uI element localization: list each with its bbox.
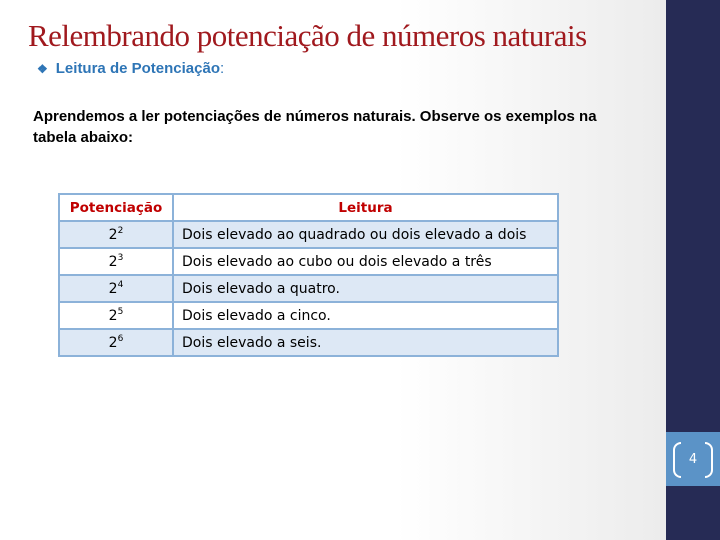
left-bracket-icon — [673, 442, 681, 478]
page-number-box — [666, 432, 720, 486]
table-row — [59, 248, 558, 275]
examples-table — [58, 193, 559, 357]
base: 2 — [108, 335, 118, 351]
exponent: 6 — [117, 334, 124, 344]
reading-cell: Dois elevado a quatro. — [173, 275, 558, 302]
base: 2 — [108, 281, 118, 297]
base: 2 — [108, 308, 118, 324]
subtitle-text: Leitura de Potenciação — [55, 60, 220, 77]
exponent: 4 — [117, 280, 124, 290]
intro-text: Aprendemos a ler potenciações de números naturais. Observe os exemplos na tabela abaixo: — [33, 108, 597, 146]
base: 2 — [108, 254, 118, 270]
reading-cell: Dois elevado ao quadrado ou dois elevado a dois — [173, 221, 558, 248]
reading-cell: Dois elevado a seis. — [173, 329, 558, 356]
header-leitura: Leitura — [173, 194, 558, 221]
table-row — [59, 275, 558, 302]
reading-cell: Dois elevado a cinco. — [173, 302, 558, 329]
header-potenciacao: Potenciação — [59, 194, 173, 221]
slide-title: Relembrando potenciação de números naturais — [28, 18, 587, 53]
power-cell — [59, 275, 173, 302]
reading-cell: Dois elevado ao cubo ou dois elevado a três — [173, 248, 558, 275]
table-header-row — [59, 194, 558, 221]
base: 2 — [108, 227, 118, 243]
exponent: 3 — [117, 253, 124, 263]
table-row — [59, 329, 558, 356]
right-bracket-icon — [705, 442, 713, 478]
power-cell — [59, 248, 173, 275]
page-number: 4 — [688, 451, 698, 467]
table-row — [59, 221, 558, 248]
exponent: 2 — [117, 226, 124, 236]
subtitle-colon: : — [219, 60, 225, 77]
power-cell — [59, 221, 173, 248]
table-row — [59, 302, 558, 329]
subtitle — [37, 60, 224, 77]
diamond-bullet-icon: ❖ — [37, 62, 48, 76]
power-cell — [59, 302, 173, 329]
power-cell — [59, 329, 173, 356]
exponent: 5 — [117, 307, 124, 317]
